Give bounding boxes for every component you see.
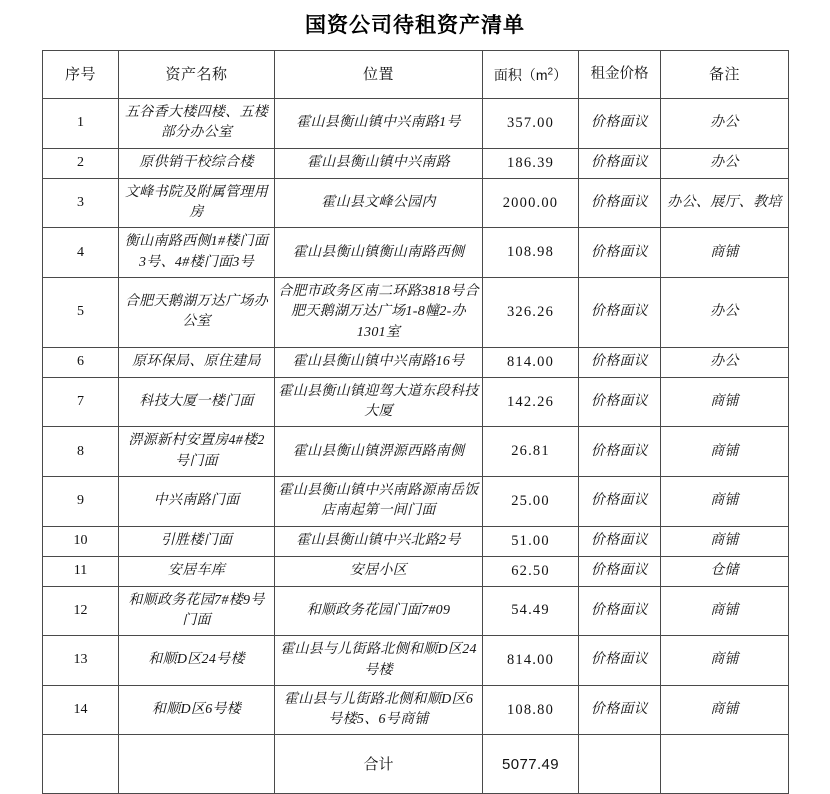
cell-area: 186.39 (483, 148, 579, 178)
cell-index: 1 (43, 99, 119, 149)
table-row (43, 277, 789, 347)
column-header-area-prefix: 面积（m (493, 66, 548, 83)
cell-price: 价格面议 (579, 526, 661, 556)
cell-name: 和顺政务花园7#楼9号门面 (119, 586, 275, 636)
cell-note: 办公 (661, 277, 789, 347)
cell-area: 814.00 (483, 347, 579, 377)
cell-name: 衡山南路西侧1#楼门面3号、4#楼门面3号 (119, 228, 275, 278)
cell-name: 淠源新村安置房4#楼2号门面 (119, 427, 275, 477)
table-row (43, 685, 789, 735)
cell-name: 引胜楼门面 (119, 526, 275, 556)
column-header-area (483, 51, 579, 99)
cell-location: 霍山县衡山镇中兴南路 (275, 148, 483, 178)
column-header-area-suffix: ） (553, 66, 568, 83)
column-header-location: 位置 (275, 51, 483, 99)
cell-note: 仓储 (661, 556, 789, 586)
cell-index: 4 (43, 228, 119, 278)
cell-name: 原环保局、原住建局 (119, 347, 275, 377)
column-header-note: 备注 (661, 51, 789, 99)
cell-price: 价格面议 (579, 377, 661, 427)
cell-location: 霍山县衡山镇中兴北路2号 (275, 526, 483, 556)
cell-price: 价格面议 (579, 277, 661, 347)
cell-note: 商铺 (661, 377, 789, 427)
table-row (43, 556, 789, 586)
table-row (43, 526, 789, 556)
cell-index: 14 (43, 685, 119, 735)
table-row (43, 99, 789, 149)
table-footer (43, 735, 789, 794)
cell-area: 108.98 (483, 228, 579, 278)
table-row (43, 347, 789, 377)
cell-location: 霍山县衡山镇中兴南路源南岳饭店南起第一间门面 (275, 477, 483, 527)
total-label: 合计 (275, 735, 483, 794)
table-row (43, 148, 789, 178)
cell-location: 霍山县衡山镇中兴南路16号 (275, 347, 483, 377)
cell-location: 霍山县衡山镇迎驾大道东段科技大厦 (275, 377, 483, 427)
total-index-cell (43, 735, 119, 794)
table-header (43, 51, 789, 99)
cell-note: 商铺 (661, 586, 789, 636)
cell-note: 商铺 (661, 427, 789, 477)
cell-price: 价格面议 (579, 556, 661, 586)
cell-note: 办公 (661, 148, 789, 178)
cell-area: 54.49 (483, 586, 579, 636)
cell-name: 合肥天鹅湖万达广场办公室 (119, 277, 275, 347)
cell-price: 价格面议 (579, 99, 661, 149)
cell-location: 霍山县衡山镇淠源西路南侧 (275, 427, 483, 477)
cell-area: 62.50 (483, 556, 579, 586)
cell-price: 价格面议 (579, 586, 661, 636)
cell-area: 142.26 (483, 377, 579, 427)
cell-index: 12 (43, 586, 119, 636)
cell-name: 和顺D区6号楼 (119, 685, 275, 735)
total-price-cell (579, 735, 661, 794)
cell-note: 商铺 (661, 685, 789, 735)
table-row (43, 178, 789, 228)
cell-price: 价格面议 (579, 427, 661, 477)
column-header-price: 租金价格 (579, 51, 661, 99)
cell-area: 26.81 (483, 427, 579, 477)
cell-location: 霍山县衡山镇衡山南路西侧 (275, 228, 483, 278)
table-row (43, 228, 789, 278)
cell-note: 办公、展厅、教培 (661, 178, 789, 228)
table-row (43, 477, 789, 527)
cell-price: 价格面议 (579, 477, 661, 527)
total-note-cell (661, 735, 789, 794)
cell-note: 商铺 (661, 228, 789, 278)
cell-name: 五谷香大楼四楼、五楼部分办公室 (119, 99, 275, 149)
cell-name: 文峰书院及附属管理用房 (119, 178, 275, 228)
cell-location: 安居小区 (275, 556, 483, 586)
cell-name: 中兴南路门面 (119, 477, 275, 527)
table-row (43, 586, 789, 636)
cell-note: 商铺 (661, 477, 789, 527)
total-name-cell (119, 735, 275, 794)
cell-location: 和顺政务花园门面7#09 (275, 586, 483, 636)
cell-area: 108.80 (483, 685, 579, 735)
cell-price: 价格面议 (579, 636, 661, 686)
cell-index: 13 (43, 636, 119, 686)
table-row (43, 636, 789, 686)
total-area-value: 5077.49 (483, 735, 579, 794)
cell-note: 办公 (661, 347, 789, 377)
column-header-index: 序号 (43, 51, 119, 99)
cell-price: 价格面议 (579, 347, 661, 377)
table-row (43, 377, 789, 427)
cell-note: 商铺 (661, 526, 789, 556)
table-body (43, 99, 789, 735)
cell-location: 合肥市政务区南二环路3818号合肥天鹅湖万达广场1-8幢2-办1301室 (275, 277, 483, 347)
cell-price: 价格面议 (579, 178, 661, 228)
cell-area: 51.00 (483, 526, 579, 556)
cell-index: 3 (43, 178, 119, 228)
cell-area: 2000.00 (483, 178, 579, 228)
cell-area: 357.00 (483, 99, 579, 149)
cell-price: 价格面议 (579, 685, 661, 735)
cell-index: 9 (43, 477, 119, 527)
cell-area: 814.00 (483, 636, 579, 686)
cell-note: 商铺 (661, 636, 789, 686)
page-title: 国资公司待租资产清单 (305, 14, 525, 37)
cell-note: 办公 (661, 99, 789, 149)
cell-index: 10 (43, 526, 119, 556)
table-row (43, 427, 789, 477)
cell-name: 原供销干校综合楼 (119, 148, 275, 178)
cell-index: 5 (43, 277, 119, 347)
cell-index: 2 (43, 148, 119, 178)
cell-area: 25.00 (483, 477, 579, 527)
cell-price: 价格面议 (579, 228, 661, 278)
cell-area: 326.26 (483, 277, 579, 347)
cell-name: 安居车库 (119, 556, 275, 586)
total-row (43, 735, 789, 794)
cell-location: 霍山县与儿街路北侧和顺D区6号楼5、6号商铺 (275, 685, 483, 735)
asset-table-container (42, 50, 788, 794)
cell-location: 霍山县文峰公园内 (275, 178, 483, 228)
cell-location: 霍山县衡山镇中兴南路1号 (275, 99, 483, 149)
cell-name: 和顺D区24号楼 (119, 636, 275, 686)
cell-name: 科技大厦一楼门面 (119, 377, 275, 427)
table-header-row (43, 51, 789, 99)
asset-table (42, 50, 789, 794)
column-header-name: 资产名称 (119, 51, 275, 99)
cell-index: 6 (43, 347, 119, 377)
cell-price: 价格面议 (579, 148, 661, 178)
cell-index: 8 (43, 427, 119, 477)
cell-location: 霍山县与儿街路北侧和顺D区24号楼 (275, 636, 483, 686)
column-header-area-exponent: 2 (547, 65, 554, 77)
cell-index: 7 (43, 377, 119, 427)
cell-index: 11 (43, 556, 119, 586)
